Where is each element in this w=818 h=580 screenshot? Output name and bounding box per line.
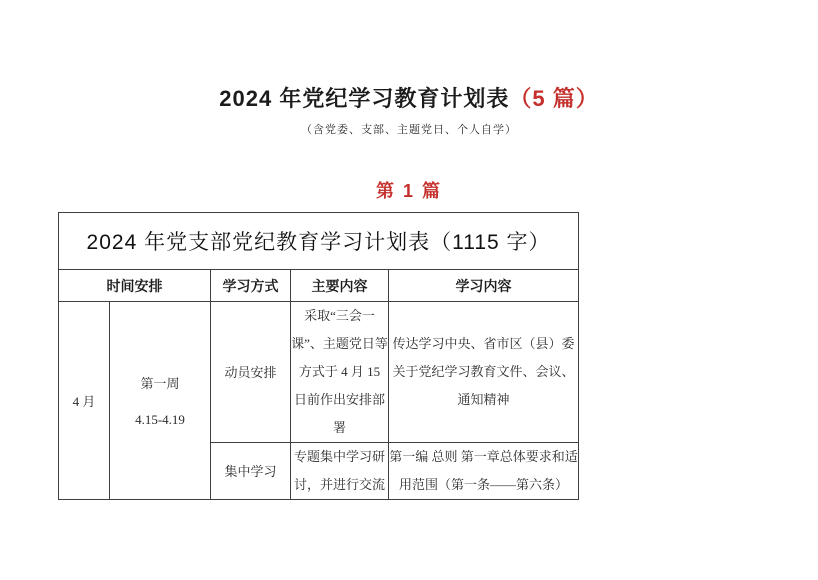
cell-method-1: 动员安排 — [211, 302, 291, 443]
week-dates: 4.15-4.19 — [135, 411, 185, 427]
section-label: 第 1 篇 — [375, 181, 442, 201]
document-title — [0, 0, 818, 112]
cell-method-2: 集中学习 — [211, 442, 291, 499]
cell-main-content-2: 专题集中学习研讨，并进行交流 — [291, 442, 389, 499]
document-title-main: 2024 年党纪学习教育计划表 — [219, 86, 510, 111]
table-title: 2024 年党支部党纪教育学习计划表（1115 字） — [59, 213, 579, 270]
cell-study-content-1: 传达学习中央、省市区（县）委关于党纪学习教育文件、会议、通知精神 — [389, 302, 579, 443]
column-header-study-content: 学习内容 — [389, 270, 579, 302]
cell-main-content-1: 采取“三会一课”、主题党日等方式于 4 月 15 日前作出安排部署 — [291, 302, 389, 443]
document-title-count: （5 篇） — [509, 86, 599, 111]
plan-table — [58, 212, 579, 500]
column-header-main-content: 主要内容 — [291, 270, 389, 302]
cell-month: 4 月 — [59, 302, 110, 500]
table-header-row — [59, 270, 579, 302]
column-header-time: 时间安排 — [59, 270, 211, 302]
document-subtitle: （含党委、支部、主题党日、个人自学） — [301, 124, 517, 136]
cell-study-content-2: 第一编 总则 第一章总体要求和适用范围（第一条——第六条） — [389, 442, 579, 499]
cell-week — [110, 302, 211, 500]
week-label: 第一周 — [140, 375, 180, 391]
table-row — [59, 302, 579, 443]
column-header-method: 学习方式 — [211, 270, 291, 302]
table-title-row — [59, 213, 579, 270]
